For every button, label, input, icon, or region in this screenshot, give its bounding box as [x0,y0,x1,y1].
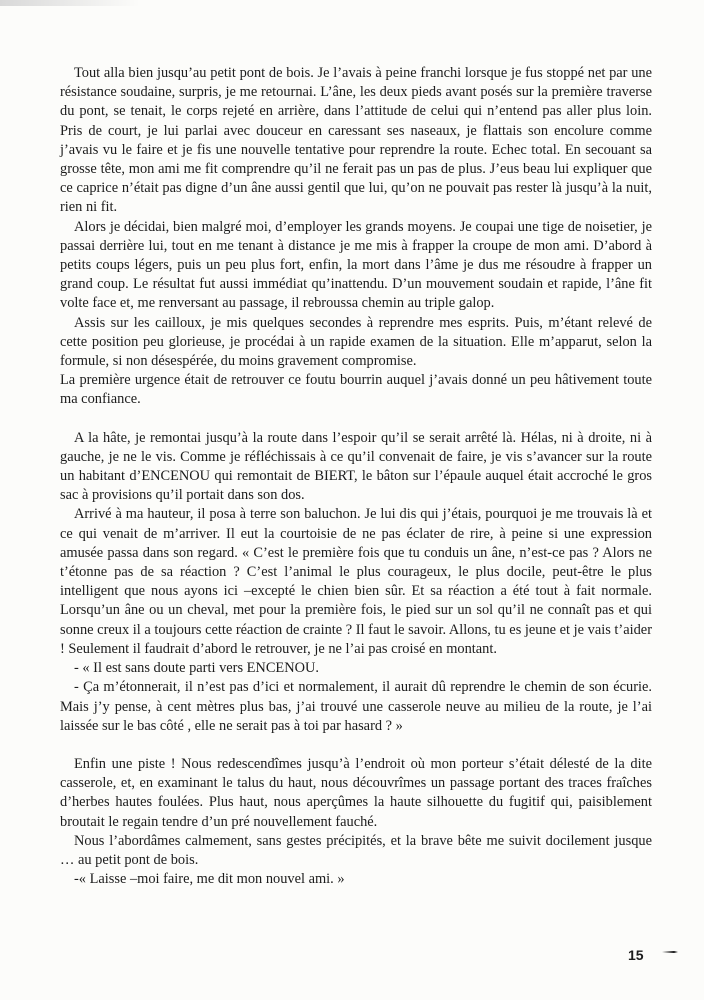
page-number: 15 [628,947,644,963]
paragraph-cailloux: Assis sur les cailloux, je mis quelques secondes à reprendre mes esprits. Puis, m’étant relevé de cette position peu glorieuse, je procédai à un rapide examen de la situation. Elle m’apparut, selon la formule, si non désespérée, du moins gravement compromise. [60,314,652,370]
paragraph-piste: Enfin une piste ! Nous redescendîmes jusqu’à l’endroit où mon porteur s’était délesté de la dite casserole, et, en examinant le talus du haut, nous découvrîmes un passage portant des traces fraîches d’herbes hautes foulées. Plus haut, nous aperçûmes la haute silhouette du fugitif qui, paisiblement broutait le regain tendre d’un pré nouvellement fauché. [60,755,652,830]
dialogue-encenou: - « Il est sans doute parti vers ENCENOU. [74,660,319,677]
scan-edge-mark [0,0,140,6]
paragraph-urgence: La première urgence était de retrouver ce foutu bourrin auquel j’avais donné un peu hâtivement toute ma confiance. [60,372,652,408]
paragraph-abordames: Nous l’abordâmes calmement, sans gestes précipités, et la brave bête me suivit docilement jusque … au petit pont de bois. [60,832,652,868]
paragraph-hauteur: Arrivé à ma hauteur, il posa à terre son baluchon. Je lui dis qui j’étais, pourquoi je me trouvais là et ce qui venait de m’arriver. Il eut la courtoisie de ne pas éclater de rire, à peine si une expression amusée passa dans son regard. « C’est le première fois que tu conduis un âne, n’est-ce pas ? Alors ne t’étonne pas de sa réaction ? C’est l’animal le plus courageux, le plus docile, peut-être le plus intelligent que nous ayons ici –excepté le chien bien sûr. Et sa réaction a été tout à fait normale. Lorsqu’un âne ou un cheval, met pour la première fois, le pied sur un sol qu’il ne connaît pas et qui sonne creux il a toujours cette réaction de crainte ? Il faut le savoir. Allons, tu es jeune et je vais t’aider ! Seulement il faudrait d’abord le retrouver, je ne l’ai pas croisé en montant. [60,506,652,657]
dialogue-laisse-moi: -« Laisse –moi faire, me dit mon nouvel ami. » [74,871,345,888]
paragraph-gap [60,736,652,755]
paragraph-route: A la hâte, je remontai jusqu’à la route dans l’espoir qu’il se serait arrêté là. Hélas, ni à droite, ni à gauche, je ne le vis. Comme je réfléchissais à ce qu’il convenait de faire, je vis s’avancer sur la route un habitant d’ENCENOU qui remontait de BIERT, le bâton sur l’épaule auquel était accroché le gros sac à provisions qu’il portait dans son dos. [60,429,652,504]
paragraph-grands-moyens: Alors je décidai, bien malgré moi, d’employer les grands moyens. Je coupai une tige de noisetier, je passai derrière lui, tout en me tenant à distance je me mis à frapper la croupe de mon ami. D’abord à petits coups légers, puis un peu plus fort, enfin, la mort dans l’âme je dus me résoudre à frapper un grand coup. Le résultat fut aussi immédiat qu’inattendu. D’un mouvement soudain et rapide, l’âne fit volte face et, me renversant au passage, il rebroussa chemin au triple galop. [60,218,652,312]
right-arrow-icon [662,948,678,956]
body-text [60,64,652,889]
paragraph-pont: Tout alla bien jusqu’au petit pont de bois. Je l’avais à peine franchi lorsque je fus stoppé net par une résistance soudaine, surpris, je me retournai. L’âne, les deux pieds avant posés sur la première traverse du pont, se tenait, le corps rejeté en arrière, dans l’attitude de celui qui n’entend pas aller plus loin. Pris de court, je lui parlai avec douceur en caressant ses naseaux, je flattais son encolure comme j’avais vu le faire et je fis une nouvelle tentative pour reprendre la route. Echec total. En secouant sa grosse tête, mon ami me fit comprendre qu’il ne ferait pas un pas de plus. J’eus beau lui expliquer que ce caprice n’était pas digne d’un âne aussi gentil que lui, qu’on ne pouvait pas rester là jusqu’à la nuit, rien ni fit. [60,65,652,216]
paragraph-gap [60,410,652,429]
dialogue-casserole: - Ça m’étonnerait, il n’est pas d’ici et normalement, il aurait dû reprendre le chemin de son écurie. Mais j’y pense, à cent mètres plus bas, j’ai trouvé une casserole neuve au milieu de la route, je l’ai laissée sur le bas côté , elle ne serait pas à toi par hasard ? » [60,679,652,734]
